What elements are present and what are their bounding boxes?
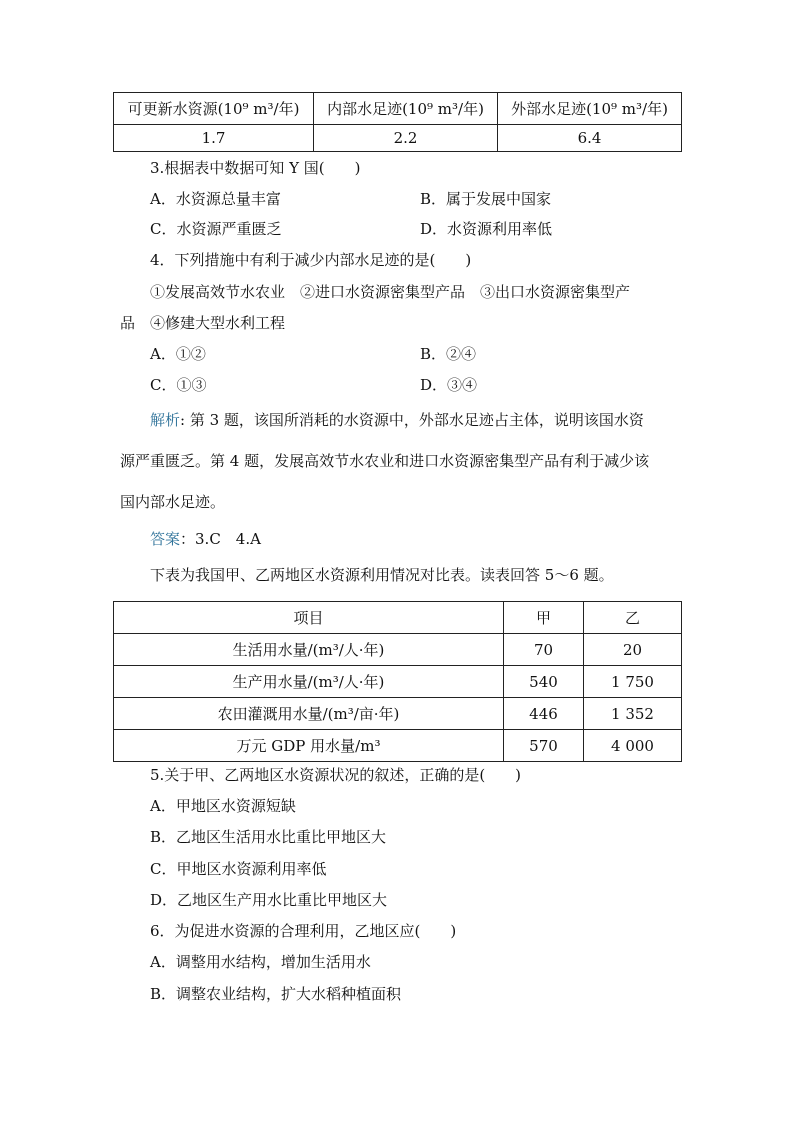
answer-label: 答案 [150,530,181,548]
table-cell: 540 [504,666,584,698]
question-4-stem: 4．下列措施中有利于减少内部水足迹的是( ) [150,251,472,269]
question-4-statements-line2: 品 ④修建大型水利工程 [120,314,286,332]
table-cell: 1.7 [114,125,314,152]
question-3-option-d: D．水资源利用率低 [420,220,553,238]
table-header-cell: 项目 [114,602,504,634]
table-cell: 万元 GDP 用水量/m³ [114,730,504,762]
question-5-option-b: B．乙地区生活用水比重比甲地区大 [150,828,387,846]
analysis-line2: 源严重匮乏。第 4 题，发展高效节水农业和进口水资源密集型产品有利于减少该 [120,452,650,470]
question-3-option-a: A．水资源总量丰富 [150,190,281,208]
question-5-option-d: D．乙地区生产用水比重比甲地区大 [150,891,388,909]
table-cell: 20 [584,634,682,666]
analysis-line3: 国内部水足迹。 [120,493,226,511]
analysis-line1 [150,413,644,428]
question-5-option-c: C．甲地区水资源利用率低 [150,860,327,878]
water-use-comparison-table [113,601,682,762]
answer-line [150,532,261,547]
question-6-stem: 6．为促进水资源的合理利用，乙地区应( ) [150,922,457,940]
table-cell: 4 000 [584,730,682,762]
table-cell: 生产用水量/(m³/人·年) [114,666,504,698]
table-header-row [114,93,682,125]
table-header-cell: 外部水足迹(10⁹ m³/年) [498,93,682,125]
question-3-stem: 3.根据表中数据可知 Y 国( ) [150,159,361,177]
table-row [114,666,682,698]
question-3-option-c: C．水资源严重匮乏 [150,220,282,238]
analysis-text: : 第 3 题，该国所消耗的水资源中，外部水足迹占主体，说明该国水资 [180,411,644,429]
analysis-label: 解析 [150,411,181,429]
table-header-cell: 内部水足迹(10⁹ m³/年) [314,93,498,125]
table-cell: 1 352 [584,698,682,730]
table-cell: 70 [504,634,584,666]
table-header-cell: 甲 [504,602,584,634]
table-header-cell: 可更新水资源(10⁹ m³/年) [114,93,314,125]
table-cell: 农田灌溉用水量/(m³/亩·年) [114,698,504,730]
answer-text: ：3.C 4.A [180,530,261,548]
table-cell: 570 [504,730,584,762]
question-5-stem: 5.关于甲、乙两地区水资源状况的叙述，正确的是( ) [150,766,522,784]
table-header-row [114,602,682,634]
table-cell: 6.4 [498,125,682,152]
question-4-option-b: B．②④ [420,345,477,363]
question-6-option-b: B．调整农业结构，扩大水稻种植面积 [150,985,402,1003]
table-cell: 1 750 [584,666,682,698]
water-footprint-table [113,92,682,152]
question-5-option-a: A．甲地区水资源短缺 [150,797,296,815]
question-4-option-d: D．③④ [420,376,478,394]
question-4-option-a: A．①② [150,345,206,363]
table-cell: 生活用水量/(m³/人·年) [114,634,504,666]
table-row [114,634,682,666]
table2-intro: 下表为我国甲、乙两地区水资源利用情况对比表。读表回答 5～6 题。 [150,566,614,584]
table-row [114,125,682,152]
table-cell: 446 [504,698,584,730]
question-4-option-c: C．①③ [150,376,207,394]
question-4-statements-line1: ①发展高效节水农业 ②进口水资源密集型产品 ③出口水资源密集型产 [150,283,631,301]
table-header-cell: 乙 [584,602,682,634]
table-cell: 2.2 [314,125,498,152]
table-row [114,698,682,730]
question-3-option-b: B．属于发展中国家 [420,190,552,208]
question-6-option-a: A．调整用水结构，增加生活用水 [150,953,371,971]
table-row [114,730,682,762]
